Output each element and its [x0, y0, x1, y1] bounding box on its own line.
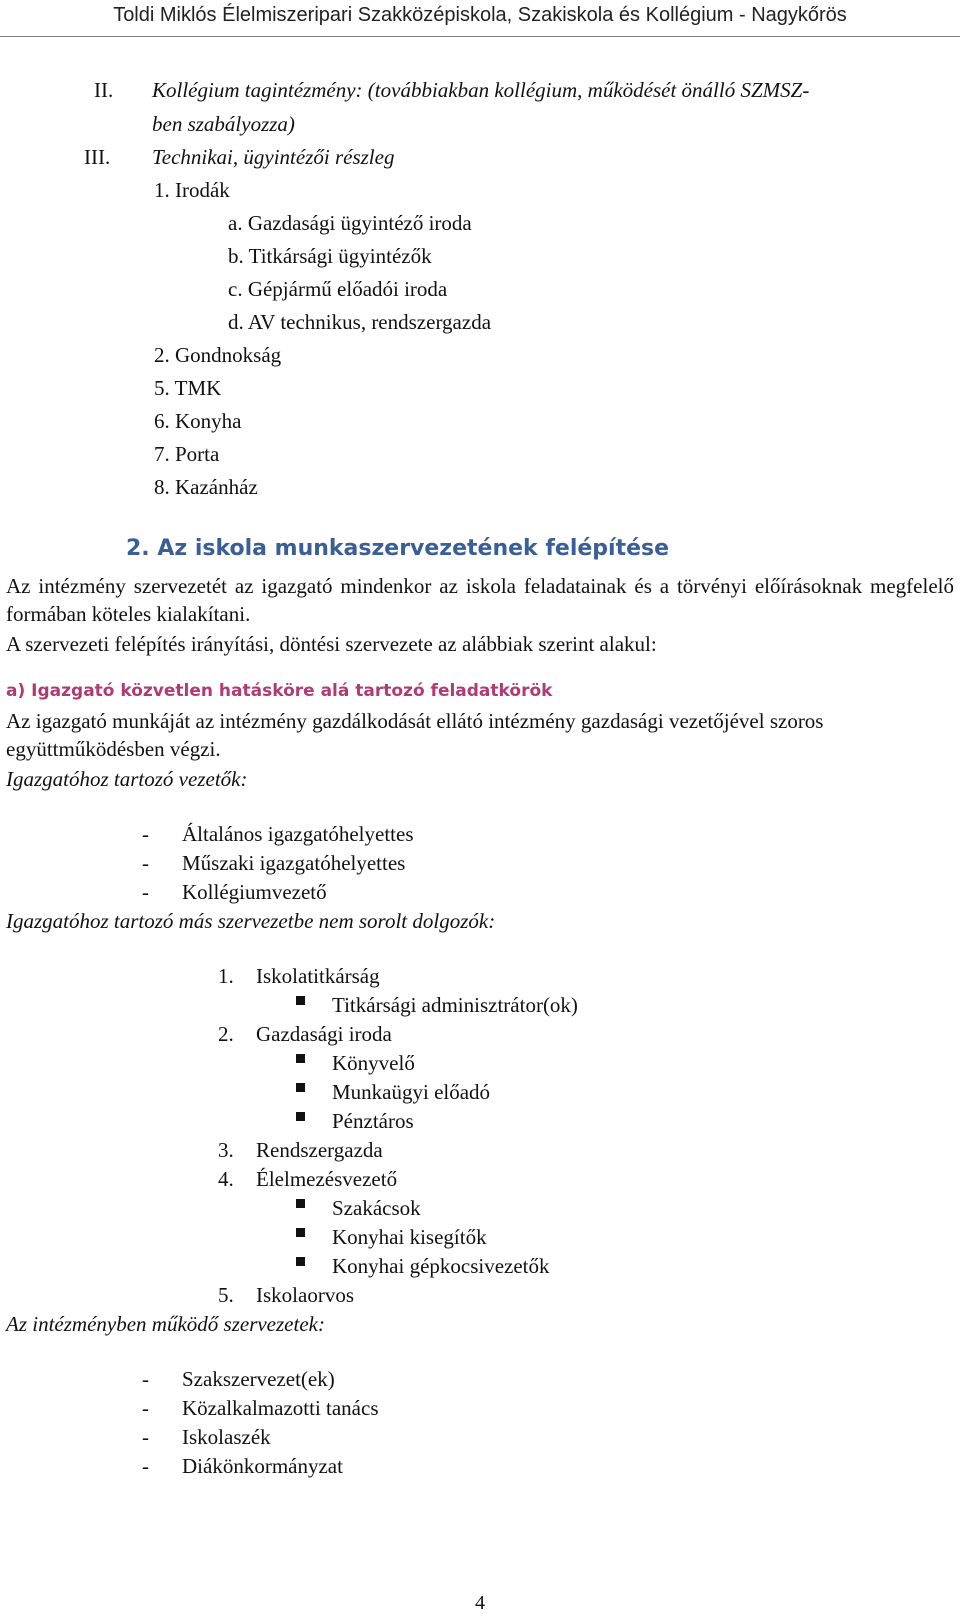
- list-dash: -: [142, 822, 149, 846]
- others-num: 1.: [218, 964, 234, 988]
- others-subitem: Konyhai kisegítők: [332, 1225, 487, 1249]
- list-dash: -: [142, 851, 149, 875]
- org-item: Iskolaszék: [182, 1425, 271, 1449]
- subsection-heading: a) Igazgató közvetlen hatásköre alá tartozó feladatkörök: [6, 681, 553, 701]
- section-heading: 2. Az iskola munkaszervezetének felépítése: [126, 536, 670, 561]
- others-num: 2.: [218, 1022, 234, 1046]
- square-bullet-icon: [296, 1199, 305, 1208]
- page-number: 4: [475, 1592, 485, 1614]
- outline-item-iii: Technikai, ügyintézői részleg: [152, 145, 395, 169]
- others-subitem: Könyvelő: [332, 1051, 415, 1075]
- unit-item: 7. Porta: [154, 442, 220, 466]
- outline-item-ii-line1: Kollégium tagintézmény: (továbbiakban kollégium, működését önálló SZMSZ-: [152, 78, 810, 102]
- list-dash: -: [142, 1425, 149, 1449]
- office-item: d. AV technikus, rendszergazda: [228, 310, 492, 334]
- list-dash: -: [142, 1367, 149, 1391]
- others-item: Élelmezésvezető: [256, 1167, 398, 1191]
- org-item: Szakszervezet(ek): [182, 1367, 335, 1391]
- page-header: [0, 0, 960, 37]
- list-dash: -: [142, 1396, 149, 1420]
- square-bullet-icon: [296, 996, 305, 1005]
- office-item: c. Gépjármű előadói iroda: [228, 277, 448, 301]
- square-bullet-icon: [296, 1257, 305, 1266]
- header-title: Toldi Miklós Élelmiszeripari Szakközépiskola, Szakiskola és Kollégium - Nagykőrös: [113, 4, 847, 26]
- paragraph-cooperation: Az igazgató munkáját az intézmény gazdálkodását ellátó intézmény gazdasági vezetőjével szoros együttműködésben végzi.: [6, 709, 824, 761]
- orgs-title: Az intézményben működő szervezetek:: [6, 1312, 325, 1336]
- others-item: Gazdasági iroda: [256, 1022, 392, 1046]
- others-subitem: Titkársági adminisztrátor(ok): [332, 993, 578, 1017]
- others-item: Rendszergazda: [256, 1138, 383, 1162]
- paragraph-decision: A szervezeti felépítés irányítási, döntési szervezete az alábbiak szerint alakul:: [6, 632, 657, 656]
- org-item: Közalkalmazotti tanács: [182, 1396, 379, 1420]
- others-subitem: Konyhai gépkocsivezetők: [332, 1254, 550, 1278]
- unit-item: 8. Kazánház: [154, 475, 258, 499]
- leaders-title: Igazgatóhoz tartozó vezetők:: [6, 767, 248, 791]
- outline-item-ii-line2: ben szabályozza): [152, 112, 295, 136]
- square-bullet-icon: [296, 1112, 305, 1121]
- others-title: Igazgatóhoz tartozó más szervezetbe nem sorolt dolgozók:: [6, 909, 496, 933]
- others-subitem: Munkaügyi előadó: [332, 1080, 491, 1104]
- list-dash: -: [142, 880, 149, 904]
- office-item: b. Titkársági ügyintézők: [228, 244, 432, 268]
- unit-item: 2. Gondnokság: [154, 343, 282, 367]
- leader-item: Kollégiumvezető: [182, 880, 327, 904]
- list-dash: -: [142, 1454, 149, 1478]
- others-num: 3.: [218, 1138, 234, 1162]
- others-item: Iskolaorvos: [256, 1283, 354, 1307]
- leader-item: Műszaki igazgatóhelyettes: [182, 851, 406, 875]
- office-item: a. Gazdasági ügyintéző iroda: [228, 211, 472, 235]
- outline-num-iii: III.: [84, 145, 111, 169]
- others-num: 5.: [218, 1283, 234, 1307]
- square-bullet-icon: [296, 1054, 305, 1063]
- unit-item: 5. TMK: [154, 376, 222, 400]
- others-item: Iskolatitkárság: [256, 964, 380, 988]
- leader-item: Általános igazgatóhelyettes: [182, 822, 414, 846]
- square-bullet-icon: [296, 1228, 305, 1237]
- unit-item: 6. Konyha: [154, 409, 242, 433]
- org-item: Diákönkormányzat: [182, 1454, 343, 1478]
- others-num: 4.: [218, 1167, 234, 1191]
- paragraph-structure: Az intézmény szervezetét az igazgató mindenkor az iskola feladatainak és a törvényi előírásoknak megfelelő formában köteles kialakítani.: [6, 574, 954, 626]
- others-subitem: Szakácsok: [332, 1196, 421, 1220]
- others-subitem: Pénztáros: [332, 1109, 414, 1133]
- outline-num-ii: II.: [94, 78, 114, 102]
- offices-label: 1. Irodák: [154, 178, 230, 202]
- square-bullet-icon: [296, 1083, 305, 1092]
